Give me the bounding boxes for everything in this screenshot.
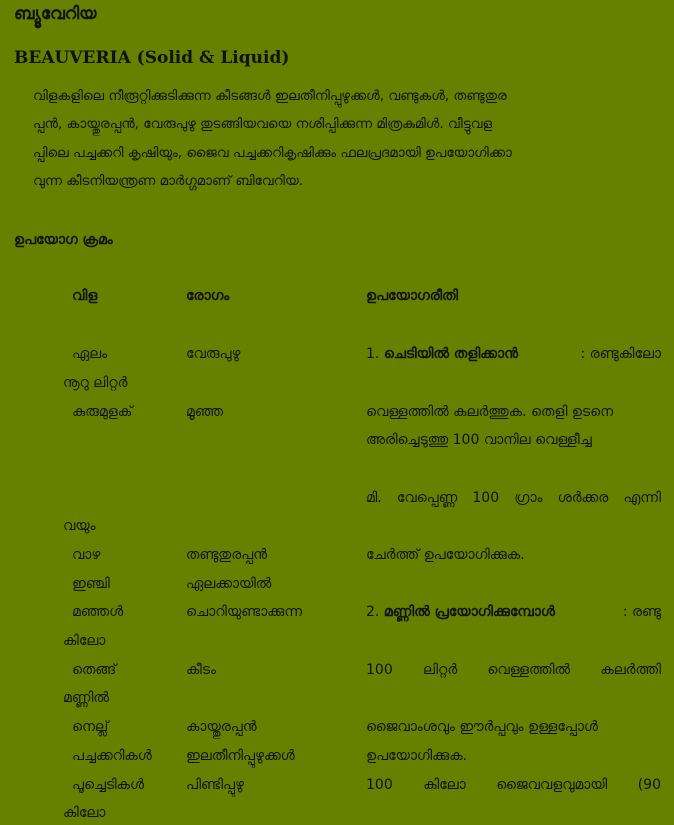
- disease-cell: പിണ്ടിപ്പുഴു: [186, 777, 244, 793]
- column-header-crop: വിള: [72, 288, 98, 304]
- document-title-english: BEAUVERIA (Solid & Liquid): [14, 48, 290, 68]
- crop-cell: ഇഞ്ചി: [72, 576, 110, 592]
- disease-cell: വേരുപുഴു: [186, 346, 241, 362]
- intro-line-3: പ്പിലെ പച്ചക്കറി കൃഷിയും, ജൈവ പച്ചക്കറികൃഷിക്കും ഫലപ്രദമായി ഉപയോഗിക്കാ: [33, 145, 512, 161]
- step-2-line-3: ജൈവാംശവും ഈർപ്പവും ഉള്ളപ്പോൾ: [366, 719, 598, 735]
- disease-cell: തണ്ടുതുരപ്പൻ: [186, 547, 268, 563]
- usage-method-heading: ഉപയോഗ ക്രമം: [14, 232, 113, 248]
- step-2-text-b: കിലോ: [63, 633, 106, 649]
- disease-cell: ഇലതീനിപ്പുഴുക്കൾ: [186, 748, 295, 764]
- step-1-number: 1.: [366, 346, 380, 362]
- step-1-line-5: ചേർത്ത് ഉപയോഗിക്കുക.: [366, 547, 525, 563]
- intro-line-4: വുന്ന കീടനിയന്ത്രണ മാർഗ്ഗമാണ് ബിവേറിയ.: [33, 173, 304, 189]
- intro-line-1: വിളകളിലെ നീരൂറ്റിക്കുടിക്കുന്ന കീടങ്ങൾ ഇലതീനിപ്പുഴുക്കൾ, വണ്ടുകൾ, തണ്ടുതുര: [33, 88, 507, 104]
- step-1-title: ചെടിയിൽ തളിക്കാൻ: [383, 346, 519, 362]
- step-2-text-a: : രണ്ടു: [622, 604, 661, 620]
- step-1-line-2: വെള്ളത്തിൽ കലർത്തുക. തെളി ഉടനെ: [366, 404, 614, 420]
- crop-cell: ഏലം: [72, 346, 108, 362]
- step-1-line-4: മി. വേപ്പെണ്ണ 100 ഗ്രാം ശർക്കര എന്നി: [366, 490, 661, 506]
- crop-cell: കുരുമുളക്: [72, 404, 133, 420]
- step-1-line-3: അരിച്ചെടുത്തു 100 വാനില വെള്ളീച്ച: [366, 432, 592, 448]
- crop-cell: തെങ്ങ്: [72, 662, 117, 678]
- document-title-malayalam: ബ്യൂവേറിയ: [14, 4, 97, 24]
- crop-cell: മഞ്ഞൾ: [72, 604, 124, 620]
- step-2-line-2b: മണ്ണിൽ: [63, 690, 109, 706]
- intro-line-2: പ്പൻ, കായ്തുരപ്പൻ, വേരുപുഴു തുടങ്ങിയവയെ നശിപ്പിക്കുന്ന മിത്രകുമിൾ. വീട്ടുവള: [33, 116, 493, 132]
- disease-cell: ഏലക്കായിൽ: [186, 576, 272, 592]
- crop-cell: നെല്ല്: [72, 719, 109, 735]
- step-2-line-4: ഉപയോഗിക്കുക.: [366, 748, 467, 764]
- column-header-usage: ഉപയോഗരീതി: [366, 288, 459, 304]
- disease-cell: ചൊറിയുണ്ടാക്കുന്ന: [186, 604, 302, 620]
- step-3-line-1b: കിലോ: [63, 805, 106, 821]
- usage-step-2-header: [366, 604, 661, 620]
- step-1-line-4b: വയും: [63, 518, 96, 534]
- crop-cell: പൂച്ചെടികൾ: [72, 777, 145, 793]
- step-1-text-a: : രണ്ടുകിലോ: [580, 346, 661, 362]
- step-3-line-1: 100 കിലോ ജൈവവളവുമായി (90: [366, 777, 661, 793]
- step-2-line-2: 100 ലിറ്റർ വെള്ളത്തിൽ കലർത്തി: [366, 662, 661, 678]
- usage-step-1-header: [366, 346, 661, 362]
- step-2-number: 2.: [366, 604, 380, 620]
- crop-cell: പച്ചക്കറികൾ: [72, 748, 152, 764]
- disease-cell: കായ്തുരപ്പൻ: [186, 719, 257, 735]
- step-1-text-b: നൂറു ലിറ്റർ: [63, 375, 128, 391]
- disease-cell: കീടം: [186, 662, 216, 678]
- crop-cell: വാഴ: [72, 547, 101, 563]
- step-2-title: മണ്ണിൽ പ്രയോഗിക്കുമ്പോൾ: [383, 604, 555, 620]
- column-header-disease: രോഗം: [186, 288, 230, 304]
- disease-cell: മൂഞ്ഞ: [186, 404, 224, 420]
